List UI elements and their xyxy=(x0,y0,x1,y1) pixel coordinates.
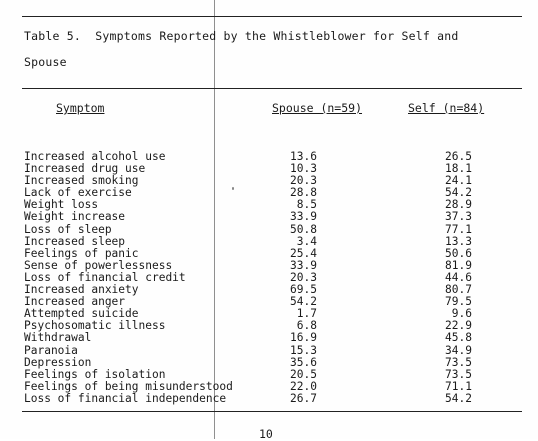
spouse-value-cell: 15.3 xyxy=(290,343,317,357)
self-value-cell: 73.5 xyxy=(445,355,472,369)
table-row xyxy=(24,236,504,248)
symptom-cell: Feelings of being misunderstood xyxy=(24,379,233,393)
self-value-cell: 79.5 xyxy=(445,295,472,309)
symptom-cell: Depression xyxy=(24,355,92,369)
table-row xyxy=(24,211,504,223)
symptom-cell: Increased alcohol use xyxy=(24,150,166,163)
self-value-cell: 73.5 xyxy=(445,367,472,381)
self-value-cell: 77.1 xyxy=(445,222,472,236)
spouse-value-cell: 69.5 xyxy=(290,283,317,297)
self-value-cell: 24.1 xyxy=(445,174,472,188)
symptom-cell: Increased sleep xyxy=(24,234,126,248)
symptom-cell: Psychosomatic illness xyxy=(24,319,166,333)
spouse-value-cell: 16.9 xyxy=(290,331,317,345)
spouse-value-cell: 8.5 xyxy=(296,198,317,212)
spouse-value-cell: 35.6 xyxy=(290,355,317,369)
table-row xyxy=(24,332,504,344)
symptom-cell: Weight loss xyxy=(24,198,99,212)
scan-speck xyxy=(232,187,234,190)
self-value-cell: 80.7 xyxy=(445,283,472,297)
column-header-self: Self (n=84) xyxy=(408,101,485,115)
symptom-cell: Paranoia xyxy=(24,343,78,357)
spouse-value-cell: 54.2 xyxy=(290,295,317,309)
self-value-cell: 37.3 xyxy=(445,210,472,224)
table-row xyxy=(24,320,504,332)
spouse-value-cell: 25.4 xyxy=(290,246,317,260)
self-value-cell: 13.3 xyxy=(445,234,472,248)
self-value-cell: 18.1 xyxy=(445,162,472,176)
spouse-value-cell: 28.8 xyxy=(290,186,317,200)
table-body xyxy=(24,151,504,405)
table-top-rule xyxy=(22,16,522,17)
spouse-value-cell: 1.7 xyxy=(296,307,317,321)
symptom-cell: Feelings of isolation xyxy=(24,367,166,381)
symptom-cell: Loss of financial credit xyxy=(24,270,186,284)
self-value-cell: 9.6 xyxy=(451,307,472,321)
table-caption-line-1: Table 5. Symptoms Reported by the Whistleblower for Self and xyxy=(24,29,459,43)
symptom-cell: Loss of sleep xyxy=(24,222,112,236)
symptom-cell: Withdrawal xyxy=(24,331,92,345)
spouse-value-cell: 20.5 xyxy=(290,367,317,381)
symptom-cell: Increased drug use xyxy=(24,162,146,176)
symptom-cell: Loss of financial independence xyxy=(24,391,227,405)
table-bottom-rule xyxy=(22,411,522,412)
table-caption-line-2: Spouse xyxy=(24,55,67,69)
table-row xyxy=(24,345,504,357)
spouse-value-cell: 13.6 xyxy=(290,150,317,163)
spouse-value-cell: 3.4 xyxy=(296,234,317,248)
table-row xyxy=(24,369,504,381)
symptom-cell: Attempted suicide xyxy=(24,307,139,321)
column-header-symptom: Symptom xyxy=(56,101,105,115)
table-row xyxy=(24,357,504,369)
table-header-rule xyxy=(22,88,522,89)
page-number: 10 xyxy=(259,427,273,441)
self-value-cell: 22.9 xyxy=(445,319,472,333)
spouse-value-cell: 20.3 xyxy=(290,270,317,284)
spouse-value-cell: 22.0 xyxy=(290,379,317,393)
symptom-cell: Lack of exercise xyxy=(24,186,132,200)
column-header-spouse: Spouse (n=59) xyxy=(272,101,363,115)
symptom-cell: Weight increase xyxy=(24,210,126,224)
spouse-value-cell: 26.7 xyxy=(290,391,317,405)
self-value-cell: 54.2 xyxy=(445,391,472,405)
self-value-cell: 26.5 xyxy=(445,150,472,163)
symptom-cell: Increased anxiety xyxy=(24,283,139,297)
spouse-value-cell: 10.3 xyxy=(290,162,317,176)
symptom-cell: Sense of powerlessness xyxy=(24,258,173,272)
spouse-value-cell: 33.9 xyxy=(290,258,317,272)
table-row xyxy=(24,393,504,405)
self-value-cell: 45.8 xyxy=(445,331,472,345)
symptom-cell: Feelings of panic xyxy=(24,246,139,260)
self-value-cell: 81.9 xyxy=(445,258,472,272)
self-value-cell: 28.9 xyxy=(445,198,472,212)
self-value-cell: 71.1 xyxy=(445,379,472,393)
self-value-cell: 54.2 xyxy=(445,186,472,200)
spouse-value-cell: 6.8 xyxy=(296,319,317,333)
spouse-value-cell: 50.8 xyxy=(290,222,317,236)
self-value-cell: 34.9 xyxy=(445,343,472,357)
symptom-cell: Increased anger xyxy=(24,295,126,309)
symptom-cell: Increased smoking xyxy=(24,174,139,188)
table-row xyxy=(24,224,504,236)
self-value-cell: 44.6 xyxy=(445,270,472,284)
spouse-value-cell: 33.9 xyxy=(290,210,317,224)
self-value-cell: 50.6 xyxy=(445,246,472,260)
spouse-value-cell: 20.3 xyxy=(290,174,317,188)
